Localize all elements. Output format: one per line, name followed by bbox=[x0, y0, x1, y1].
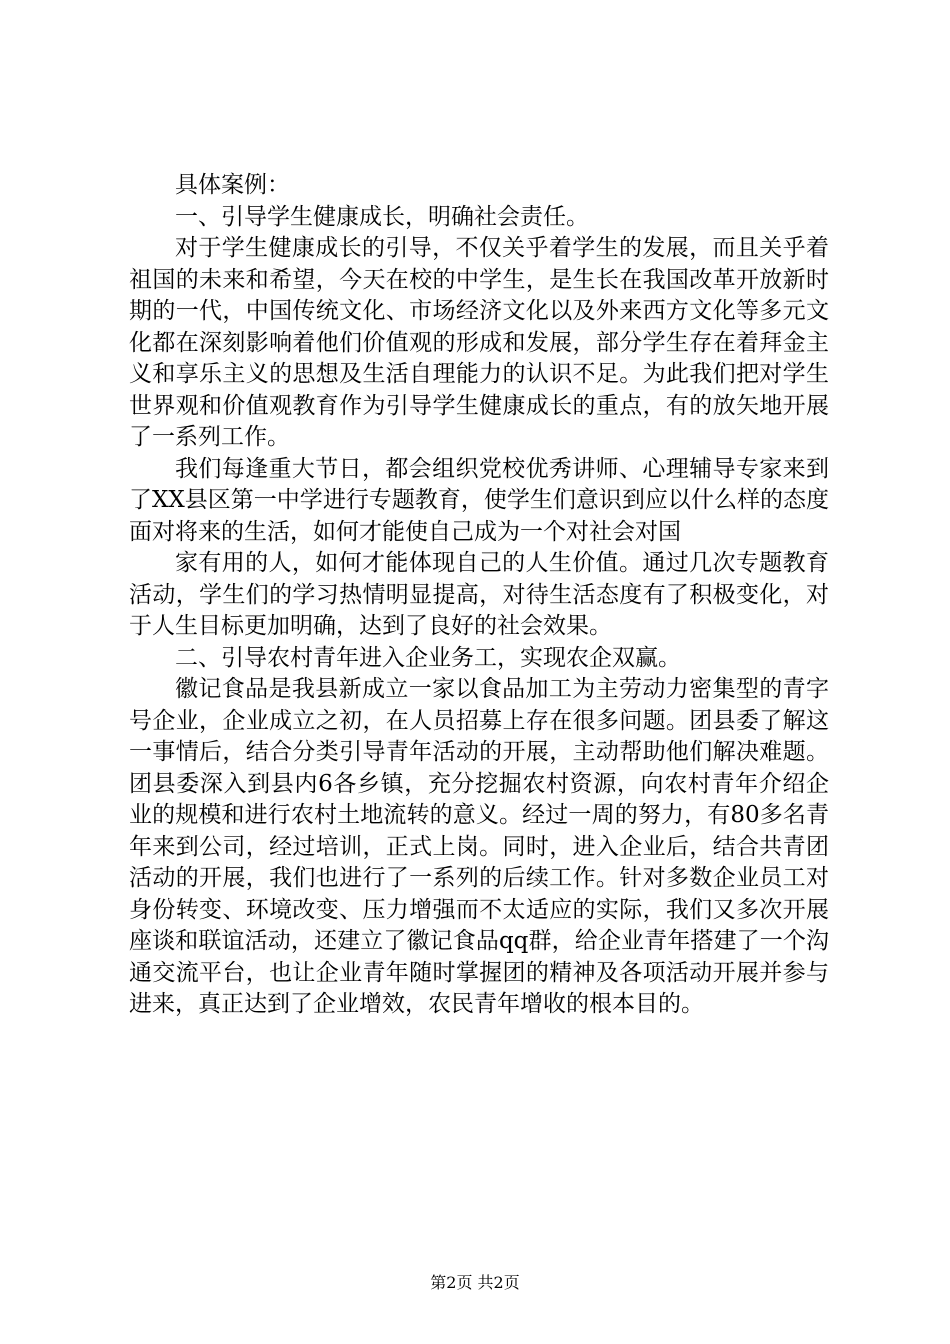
case-heading: 具体案例： bbox=[175, 172, 290, 198]
document-body bbox=[129, 170, 829, 1021]
paragraph-enterprise-case: 徽记食品是我县新成立一家以食品加工为主劳动力密集型的青字号企业，企业成立之初，在人员招募上存在很多问题。团县委了解这一事情后，结合分类引导青年活动的开展，主动帮助他们解决难题。团县委深入到县内6各乡镇，充分挖掘农村资源，向农村青年介绍企业的规模和进行农村土地流转的意义。经过一周的努力，有80多名青年来到公司，经过培训，正式上岗。同时，进入企业后，结合共青团活动的开展，我们也进行了一系列的后续工作。针对多数企业员工对身份转变、环境改变、压力增强而不太适应的实际，我们又多次开展座谈和联谊活动，还建立了徽记食品qq群，给企业青年搭建了一个沟通交流平台，也让企业青年随时掌握团的精神及各项活动开展并参与进来，真正达到了企业增效，农民青年增收的根本目的。 bbox=[129, 676, 829, 1017]
page-footer: 第2页 共2页 bbox=[430, 1273, 520, 1292]
paragraph-festival-education: 我们每逢重大节日，都会组织党校优秀讲师、心理辅导专家来到了XX县区第一中学进行专题教育，使学生们意识到应以什么样的态度面对将来的生活，如何才能使自己成为一个对社会对国 bbox=[129, 455, 829, 545]
section-one-heading: 一、引导学生健康成长，明确社会责任。 bbox=[175, 203, 589, 230]
section-two-heading: 二、引导农村青年进入企业务工，实现农企双赢。 bbox=[175, 644, 681, 671]
paragraph-education-result: 家有用的人，如何才能体现自己的人生价值。通过几次专题教育活动，学生们的学习热情明显提高，对待生活态度有了积极变化，对于人生目标更加明确，达到了良好的社会效果。 bbox=[129, 550, 829, 639]
paragraph-student-guidance: 对于学生健康成长的引导，不仅关乎着学生的发展，而且关乎着祖国的未来和希望，今天在校的中学生，是生长在我国改革开放新时期的一代，中国传统文化、市场经济文化以及外来西方文化等多元文化都在深刻影响着他们价值观的形成和发展，部分学生存在着拜金主义和享乐主义的思想及生活自理能力的认识不足。为此我们把对学生世界观和价值观教育作为引导学生健康成长的重点，有的放矢地开展了一系列工作。 bbox=[129, 235, 829, 450]
